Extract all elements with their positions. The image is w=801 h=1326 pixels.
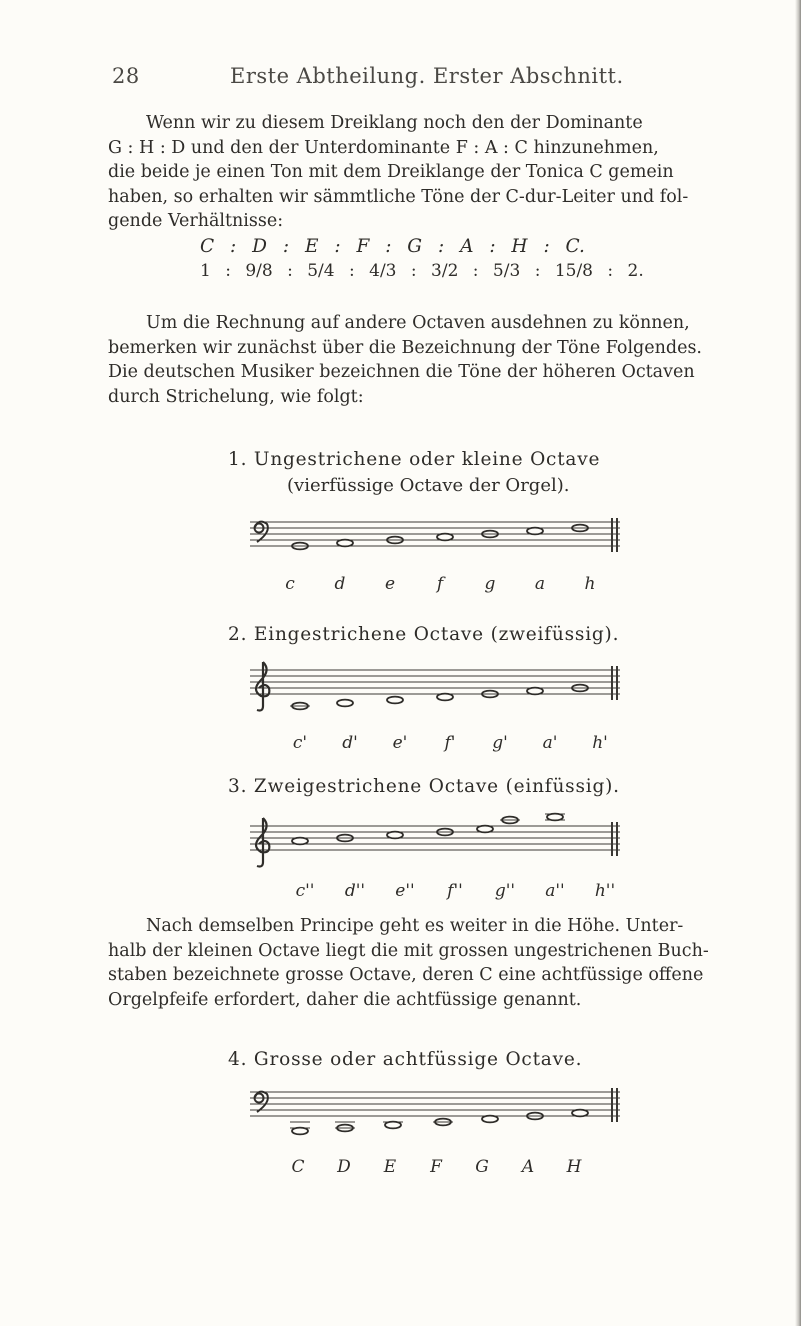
music-staff-1 [245, 512, 635, 568]
running-title: Erste Abtheilung. Erster Abschnitt. [230, 64, 624, 88]
staff-lines [250, 670, 620, 694]
note-head [547, 814, 563, 821]
paragraph-3 [108, 914, 780, 1012]
note-name: e [384, 574, 396, 594]
note-names-4 [275, 1157, 597, 1177]
note-name: a' [542, 733, 558, 753]
text-line: staben bezeichnete grosse Octave, deren C eine achtfüssige offene [108, 965, 704, 986]
text-line: halb der kleinen Octave liegt die mit grossen ungestrichenen Buch- [108, 940, 709, 961]
note-name: c' [292, 733, 308, 753]
note-name: f [436, 574, 444, 594]
note-head [437, 694, 453, 701]
note-name: H [566, 1157, 582, 1177]
note-head [572, 1110, 588, 1117]
note-head [437, 534, 453, 541]
staff-lines [250, 522, 620, 546]
octave-1-heading: 1. Ungestrichene oder kleine Octave [228, 449, 601, 470]
note-name: e' [392, 733, 408, 753]
note-names-2 [275, 733, 625, 753]
note-name: a [534, 574, 546, 594]
note-name: a'' [545, 881, 565, 901]
note-head [387, 697, 403, 704]
note-head [292, 838, 308, 845]
note-head [337, 540, 353, 547]
note-name: d [334, 574, 346, 594]
note-name: F [430, 1157, 442, 1177]
staff-lines [250, 1092, 620, 1116]
octave-2-heading: 2. Eingestrichene Octave (zweifüssig). [228, 624, 620, 645]
note-head [385, 1122, 401, 1129]
note-name: f' [444, 733, 456, 753]
text-line: gende Verhältnisse: [108, 211, 284, 232]
text-line: G : H : D und den der Unterdominante F : A : C hinzunehmen, [108, 137, 659, 158]
note-name: e'' [395, 881, 415, 901]
text-line: Wenn wir zu diesem Dreiklang noch den der Dominante [146, 113, 643, 133]
octave-4-heading: 4. Grosse oder achtfüssige Octave. [228, 1049, 583, 1070]
treble-clef-icon [256, 662, 269, 711]
scale-line: C : D : E : F : G : A : H : C. [200, 236, 585, 257]
note-name: f'' [447, 881, 463, 901]
bass-clef-icon [255, 522, 268, 542]
bass-clef-icon [255, 1092, 268, 1112]
running-header [112, 64, 624, 88]
text-line: die beide je einen Ton mit dem Dreiklange der Tonica C gemein [108, 162, 674, 183]
page-number: 28 [112, 64, 140, 88]
note-name: d' [342, 733, 358, 753]
note-name: G [475, 1157, 489, 1177]
note-head [482, 1116, 498, 1123]
note-name: g' [492, 733, 508, 753]
octave-1-subheading: (vierfüssige Octave der Orgel). [287, 475, 570, 496]
note-head [292, 1128, 308, 1135]
note-name: E [383, 1157, 397, 1177]
ratio-line: 1 : 9/8 : 5/4 : 4/3 : 3/2 : 5/3 : 15/8 : 2. [200, 261, 644, 281]
text-line: durch Strichelung, wie folgt: [108, 386, 364, 407]
music-staff-2 [245, 658, 635, 724]
note-name: d'' [344, 881, 366, 901]
note-name: g'' [494, 881, 516, 901]
text-line: Nach demselben Principe geht es weiter in die Höhe. Unter- [146, 916, 684, 936]
music-staff-4 [245, 1082, 635, 1148]
treble-clef-icon [256, 818, 269, 867]
paragraph-2 [108, 311, 780, 409]
note-head [387, 832, 403, 839]
note-name: c [285, 574, 295, 594]
text-line: bemerken wir zunächst über die Bezeichnung der Töne Folgendes. [108, 337, 702, 358]
note-name: c'' [295, 881, 315, 901]
note-name: A [521, 1157, 535, 1177]
note-name: h [584, 574, 596, 594]
note-name: C [291, 1157, 305, 1177]
note-names-1 [265, 574, 615, 594]
note-name: h' [592, 733, 608, 753]
note-head [337, 700, 353, 707]
octave-3-heading: 3. Zweigestrichene Octave (einfüssig). [228, 776, 620, 797]
text-line: haben, so erhalten wir sämmtliche Töne der C-dur-Leiter und fol- [108, 186, 689, 207]
note-head [527, 528, 543, 535]
paragraph-1 [108, 111, 780, 234]
note-name: g [484, 574, 496, 594]
note-names-3 [280, 881, 630, 901]
note-head [477, 826, 493, 833]
note-name: h'' [594, 881, 616, 901]
text-line: Die deutschen Musiker bezeichnen die Töne der höheren Octaven [108, 362, 695, 383]
text-line: Orgelpfeife erfordert, daher die achtfüssige genannt. [108, 989, 582, 1010]
note-head [527, 688, 543, 695]
note-name: D [337, 1157, 351, 1177]
text-line: Um die Rechnung auf andere Octaven ausdehnen zu können, [146, 313, 690, 333]
page-edge [795, 0, 801, 1326]
music-staff-3 [245, 808, 635, 876]
